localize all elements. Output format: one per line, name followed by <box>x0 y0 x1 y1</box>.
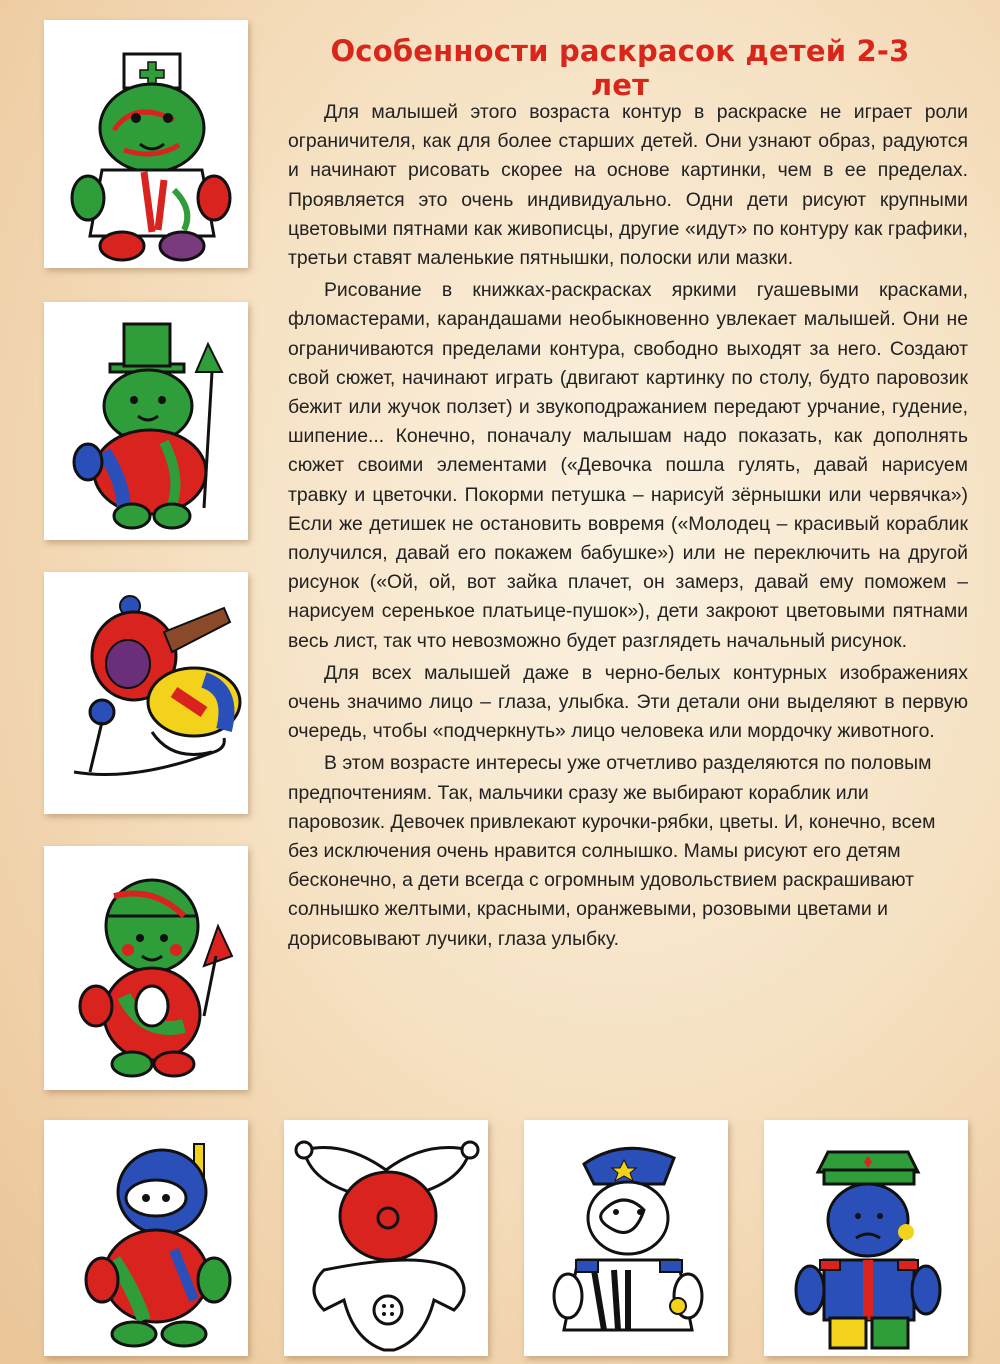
paragraph: Для всех малышей даже в черно-белых контурных изображениях очень значимо лицо – глаза, улыбка. Эти детали они выделяют в первую очередь, чтобы «подчеркнуть» лицо человека или мордочку животного. <box>288 661 968 743</box>
diver-illustration <box>44 1120 248 1356</box>
page-title: Особенности раскрасок детей 2-3 лет <box>330 34 910 102</box>
clown-illustration <box>284 1120 488 1356</box>
article-body <box>288 98 968 957</box>
child-with-shovel-illustration <box>44 846 248 1090</box>
doctor-illustration <box>44 20 248 268</box>
soldier-illustration <box>764 1120 968 1356</box>
skier-illustration <box>44 572 248 814</box>
paragraph: В этом возрасте интересы уже отчетливо разделяются по половым предпочтениям. Так, мальчики сразу же выбирают кораблик или паровозик. Девочек привлекают курочки-рябки, цветы. И, конечно, всем без исключения очень нравится солнышко. Мамы рисуют его детям бесконечно, а дети всегда с огромным удовольствием раскрашивают солнышко желтыми, красными, оранжевыми, розовыми цветами и дорисовывают лучики, глаза улыбку. <box>288 752 936 950</box>
paragraph: Рисование в книжках-раскрасках яркими гуашевыми красками, фломастерами, карандашами необыкновенно увлекает малышей. Они не ограничиваются пределами контура, свободно выходят за него. Создают свой сюжет, начинают играть (двигают картинку по столу, будто паровозик бежит или жучок ползет) и звукоподражанием передают урчание, гудение, шипение... Конечно, поначалу малышам надо показать, как дополнять сюжет своими элементами («Девочка пошла гулять, давай нарисуем травку и цветочки. Покорми петушка – нарисуй зёрнышки или червячка») Если же детишек не остановить вовремя («Молодец – красивый кораблик получился, давай его покажем бабушке») или не переключить на другой рисунок («Ой, ой, вот зайка плачет, он замерз, давай ему поможем – нарисуем серенькое платьице-пушок»), дети закроют цветовыми пятнами весь лист, так что невозможно будет разглядеть начальный рисунок. <box>288 279 968 652</box>
paragraph: Для малышей этого возраста контур в раскраске не играет роли ограничителя, как для более старших детей. Они узнают образ, радуются и начинают рисовать скорее на основе картинки, чем в ее пределах. Проявляется это очень индивидуально. Одни дети рисуют крупными цветовыми пятнами как живописцы, другие «идут» по контуру как графики, третьи ставят маленькие пятнышки, полоски или мазки. <box>288 101 968 270</box>
policeman-illustration <box>524 1120 728 1356</box>
chimney-sweep-illustration <box>44 302 248 540</box>
